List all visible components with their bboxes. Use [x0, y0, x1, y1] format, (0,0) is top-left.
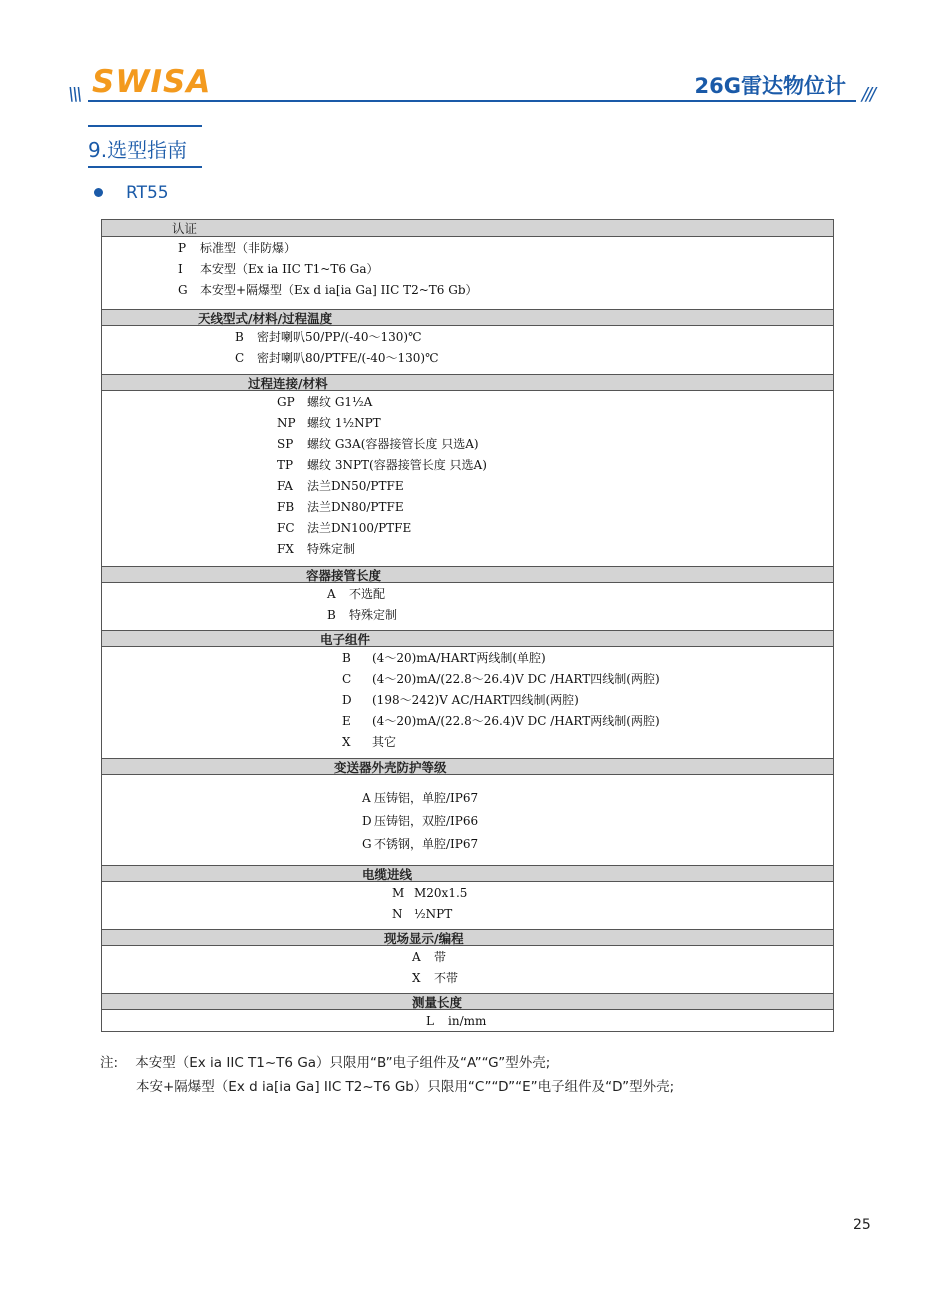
table-group-header: 天线型式/材料/过程温度 [102, 309, 833, 326]
table-row: C 密封喇叭80/PTFE/(-40～130)℃ [235, 351, 439, 365]
table-row: NP 螺纹 1½NPT [277, 416, 381, 430]
table-group-body [102, 775, 833, 865]
table-row: FC 法兰DN100/PTFE [277, 521, 412, 535]
table-row: B (4～20)mA/HART两线制(单腔) [342, 651, 546, 665]
table-row: A 不选配 [327, 587, 386, 601]
table-group-body [102, 326, 833, 374]
table-group-header: 电子组件 [102, 630, 833, 647]
table-row: FA 法兰DN50/PTFE [277, 479, 404, 493]
table-row: M M20x1.5 [392, 886, 468, 900]
table-group-body [102, 1010, 833, 1031]
notes [100, 1051, 674, 1099]
brand-logo: SWISA [92, 64, 212, 100]
table-group-header: 认证 [102, 220, 833, 237]
table-group-header: 现场显示/编程 [102, 929, 833, 946]
table-group-header: 变送器外壳防护等级 [102, 758, 833, 775]
table-row: SP 螺纹 G3A(容器接管长度 只选A) [277, 437, 479, 451]
table-group-body [102, 946, 833, 993]
table-group-header: 测量长度 [102, 993, 833, 1010]
bullet-icon [94, 188, 103, 197]
table-row: G 本安型+隔爆型（Ex d ia[ia Ga] IIC T2~T6 Gb） [178, 283, 478, 297]
section-rule-bottom [88, 166, 202, 168]
table-row: D 压铸铝，双腔/IP66 [362, 814, 479, 828]
table-group-header: 电缆进线 [102, 865, 833, 882]
table-row: B 密封喇叭50/PP/(-40～130)℃ [235, 330, 422, 344]
table-group-body [102, 391, 833, 566]
table-row: A 压铸铝，单腔/IP67 [362, 791, 479, 805]
table-row: C (4～20)mA/(22.8～26.4)V DC /HART四线制(两腔) [342, 672, 660, 686]
header-divider [88, 100, 856, 102]
section-rule-top [88, 125, 202, 127]
table-row: E (4～20)mA/(22.8～26.4)V DC /HART两线制(两腔) [342, 714, 660, 728]
product-title: 26G雷达物位计 [694, 74, 846, 98]
page-number: 25 [853, 1217, 871, 1233]
table-group-body [102, 237, 833, 309]
table-row: FX 特殊定制 [277, 542, 356, 556]
table-group-header: 容器接管长度 [102, 566, 833, 583]
table-group-body [102, 583, 833, 630]
table-row: G 不锈钢，单腔/IP67 [362, 837, 479, 851]
note-line: 本安型（Ex ia IIC T1~T6 Ga）只限用“B”电子组件及“A”“G”型外壳; [135, 1055, 551, 1071]
table-row: P 标准型（非防爆） [178, 241, 297, 255]
table-row: L in/mm [426, 1014, 487, 1028]
note-line: 本安+隔爆型（Ex d ia[ia Ga] IIC T2~T6 Gb）只限用“C”“D”“E”电子组件及“D”型外壳; [136, 1079, 675, 1095]
table-group-body [102, 647, 833, 758]
table-group-body [102, 882, 833, 929]
table-row: I 本安型（Ex ia IIC T1~T6 Ga） [178, 262, 379, 276]
table-row: A 带 [412, 950, 447, 964]
table-group-header: 过程连接/材料 [102, 374, 833, 391]
table-row: N ½NPT [392, 907, 453, 921]
table-row: B 特殊定制 [327, 608, 398, 622]
header-decoration-right: /// [861, 84, 874, 105]
selection-table [101, 219, 834, 1032]
model-name: RT55 [126, 183, 169, 203]
section-title: 9.选型指南 [88, 138, 188, 162]
table-row: TP 螺纹 3NPT(容器接管长度 只选A) [277, 458, 487, 472]
header-decoration-left: \\\ [68, 84, 81, 105]
table-row: GP 螺纹 G1½A [277, 395, 373, 409]
table-row: FB 法兰DN80/PTFE [277, 500, 404, 514]
notes-prefix: 注: [100, 1055, 119, 1071]
table-row: X 其它 [342, 735, 397, 749]
table-row: D (198～242)V AC/HART四线制(两腔) [342, 693, 579, 707]
table-row: X 不带 [412, 971, 459, 985]
